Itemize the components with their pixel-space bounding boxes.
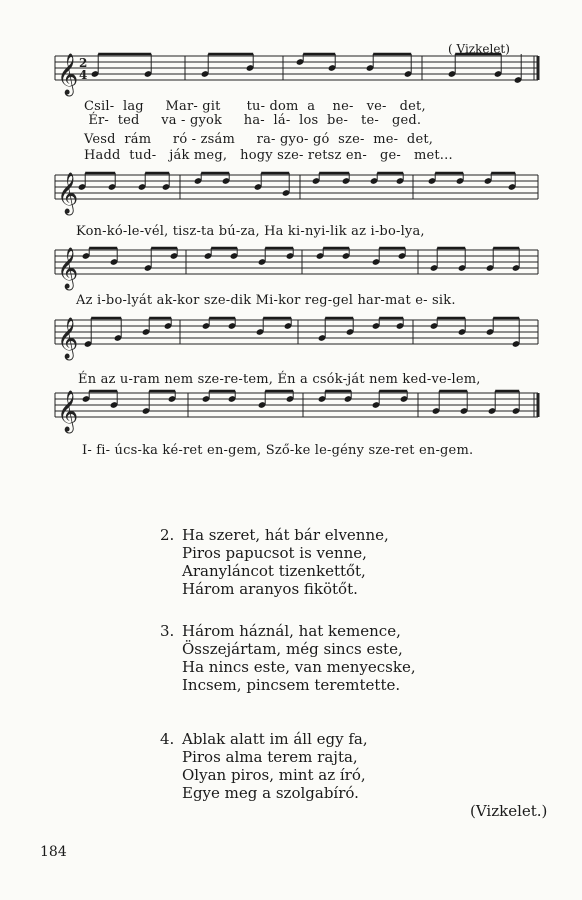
verses xyxy=(160,526,560,826)
verse-2 xyxy=(160,526,560,598)
lyric-line: Hadd tud- ják meg, hogy sze- retsz en- ge- met... xyxy=(84,148,453,163)
verse-line: Egye meg a szolgabíró. xyxy=(182,784,359,802)
verse-4 xyxy=(160,730,560,802)
verse-line: Piros papucsot is venne, xyxy=(182,544,367,562)
verse-number: 3. xyxy=(160,622,175,640)
treble-clef: 𝄞 xyxy=(57,248,79,289)
lyric-line: Csil- lag Mar- git tu- dom a ne- ve- det, xyxy=(84,99,426,114)
verse-number: 2. xyxy=(160,526,175,544)
verse-line: Ha szeret, hát bár elvenne, xyxy=(182,526,389,544)
verse-number: 4. xyxy=(160,730,175,748)
verse-line: Incsem, pincsem teremtette. xyxy=(182,676,401,694)
lyric-line: Vesd rám ró - zsám ra- gyo- gó sze- me- det, xyxy=(84,132,434,147)
verse-line: Olyan piros, mint az író, xyxy=(182,766,366,784)
verse-3 xyxy=(160,622,560,694)
source-attribution-top: ( Vizkelet) xyxy=(448,42,510,56)
lyric-line: Az i-bo-lyát ak-kor sze-dik Mi-kor reg-gel har-mat e- sik. xyxy=(76,293,456,308)
lyric-line: Ér- ted va - gyok ha- lá- los be- te- ged. xyxy=(84,113,422,128)
source-attribution-bottom: (Vizkelet.) xyxy=(470,802,548,820)
lyric-line: Én az u-ram nem sze-re-tem, Én a csók-ját nem ked-ve-lem, xyxy=(78,372,481,387)
verse-line: Ablak alatt im áll egy fa, xyxy=(182,730,368,748)
lyric-line: Kon-kó-le-vél, tisz-ta bú-za, Ha ki-nyi-lik az i-bo-lya, xyxy=(76,224,425,239)
verse-line: Aranyláncot tizenkettőt, xyxy=(182,562,366,580)
treble-clef: 𝄞 xyxy=(57,318,79,359)
treble-clef: 𝄞 xyxy=(57,173,79,214)
verse-line: Három háznál, hat kemence, xyxy=(182,622,401,640)
verse-line: Piros alma terem rajta, xyxy=(182,748,358,766)
treble-clef: 𝄞 xyxy=(57,54,79,95)
verse-line: Ha nincs este, van menyecske, xyxy=(182,658,416,676)
lyric-line: I- fi- úcs-ka ké-ret en-gem, Sző-ke le-gény sze-ret en-gem. xyxy=(82,443,474,458)
page-number: 184 xyxy=(40,844,67,860)
verse-line: Összejártam, még sincs este, xyxy=(182,640,403,658)
time-signature-bottom: 4 xyxy=(79,68,88,82)
treble-clef: 𝄞 xyxy=(57,391,79,432)
time-signature-top: 2 xyxy=(79,56,88,70)
verse-line: Három aranyos fikötőt. xyxy=(182,580,358,598)
